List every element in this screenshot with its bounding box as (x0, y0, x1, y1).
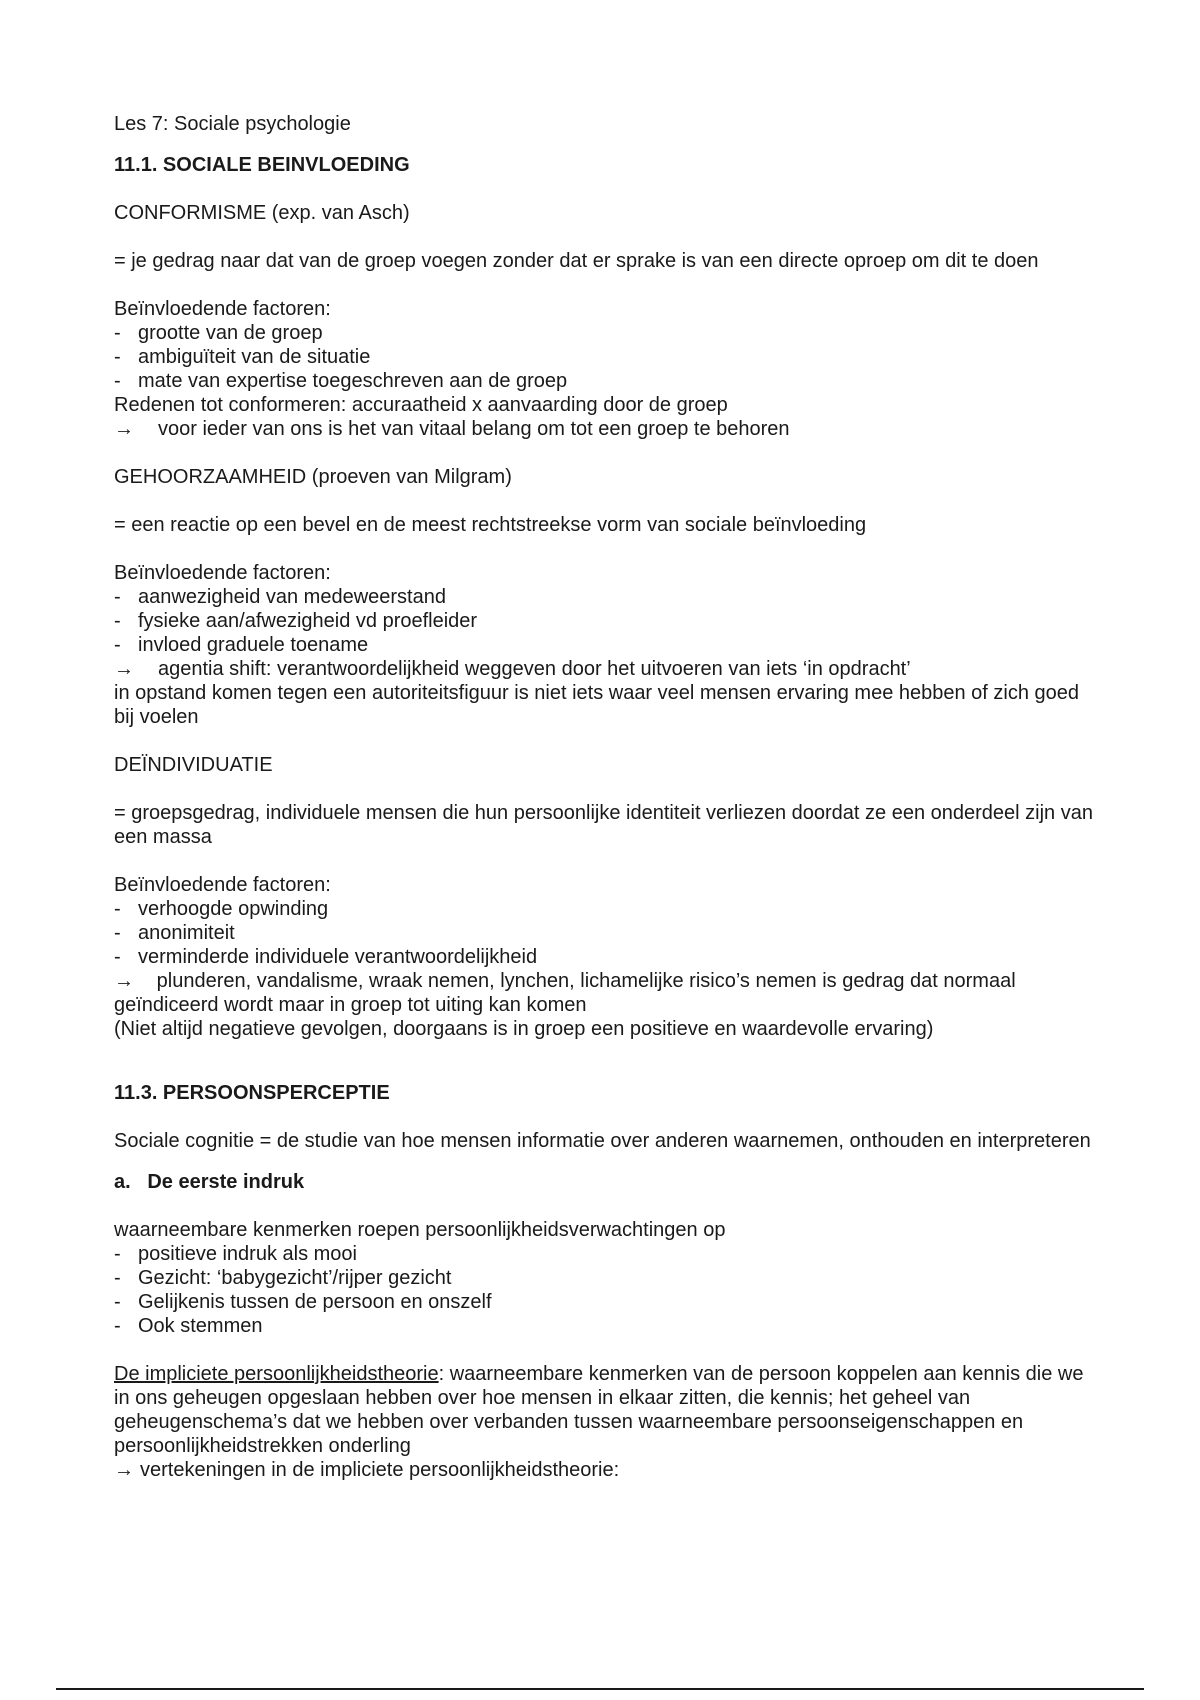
list-item: - aanwezigheid van medeweerstand (114, 586, 446, 608)
deindividuatie-definition: = groepsgedrag, individuele mensen die hun persoonlijke identiteit verliezen doordat ze een onderdeel zijn van een massa (114, 802, 1093, 848)
arrow-right-icon: → (114, 658, 134, 680)
sociale-cognitie-definition: Sociale cognitie = de studie van hoe mensen informatie over anderen waarnemen, onthouden en interpreteren (114, 1130, 1091, 1152)
list-item: - verminderde individuele verantwoordelijkheid (114, 946, 538, 968)
list-item: - mate van expertise toegeschreven aan de groep (114, 370, 568, 392)
section-heading-sociale-beinvloeding: 11.1. SOCIALE BEINVLOEDING (114, 154, 410, 176)
conformisme-conclusion: → voor ieder van ons is het van vitaal belang om tot een groep te behoren (114, 418, 790, 440)
gehoorzaamheid-note: in opstand komen tegen een autoriteitsfiguur is niet iets waar veel mensen ervaring mee hebben of zich goed bij voelen (114, 682, 1080, 728)
arrow-right-icon: → (114, 1459, 134, 1481)
gehoorzaamheid-title: GEHOORZAAMHEID (proeven van Milgram) (114, 466, 512, 488)
conformisme-reasons: Redenen tot conformeren: accuraatheid x aanvaarding door de groep (114, 394, 728, 416)
deindividuatie-factors-label: Beïnvloedende factoren: (114, 874, 331, 896)
page-bottom-rule (56, 1688, 1144, 1690)
document-body (114, 112, 1104, 1482)
list-item: - fysieke aan/afwezigheid vd proefleider (114, 610, 478, 632)
vertekeningen-line: → vertekeningen in de impliciete persoonlijkheidstheorie: (114, 1459, 620, 1481)
document-title: Les 7: Sociale psychologie (114, 113, 351, 135)
arrow-right-icon: → (114, 418, 134, 440)
eerste-indruk-intro: waarneembare kenmerken roepen persoonlijkheidsverwachtingen op (114, 1219, 726, 1241)
section-heading-persoonsperceptie: 11.3. PERSOONSPERCEPTIE (114, 1082, 390, 1104)
deindividuatie-conclusion: → plunderen, vandalisme, wraak nemen, lynchen, lichamelijke risico’s nemen is gedrag dat normaal geïndiceerd wordt maar in groep tot uiting kan komen (114, 970, 1016, 1016)
list-item: - invloed graduele toename (114, 634, 369, 656)
deindividuatie-note: (Niet altijd negatieve gevolgen, doorgaans is in groep een positieve en waardevolle ervaring) (114, 1018, 934, 1040)
list-item: - Gezicht: ‘babygezicht’/rijper gezicht (114, 1267, 452, 1289)
list-item: - Gelijkenis tussen de persoon en onszelf (114, 1291, 492, 1313)
impliciete-theorie-paragraph: De impliciete persoonlijkheidstheorie: waarneembare kenmerken van de persoon koppelen aan kennis die we in ons geheugen opgeslaan hebben over hoe mensen in elkaar zitten, die kennis; het geheel van geheugenschema’s dat we hebben over verbanden tussen waarneembare persoonseigenschappen en persoonlijkheidstrekken onderling (114, 1363, 1084, 1457)
gehoorzaamheid-factors-label: Beïnvloedende factoren: (114, 562, 331, 584)
conformisme-factors-label: Beïnvloedende factoren: (114, 298, 331, 320)
conformisme-title: CONFORMISME (exp. van Asch) (114, 202, 410, 224)
conformisme-definition: = je gedrag naar dat van de groep voegen zonder dat er sprake is van een directe oproep om dit te doen (114, 250, 1039, 272)
subheading-eerste-indruk: a. De eerste indruk (114, 1171, 305, 1193)
arrow-right-icon: → (114, 970, 134, 992)
gehoorzaamheid-conclusion: → agentia shift: verantwoordelijkheid weggeven door het uitvoeren van iets ‘in opdracht’ (114, 658, 911, 680)
list-item: - positieve indruk als mooi (114, 1243, 357, 1265)
list-item: - anonimiteit (114, 922, 235, 944)
list-item: - Ook stemmen (114, 1315, 263, 1337)
impliciete-theorie-term: De impliciete persoonlijkheidstheorie (114, 1363, 439, 1385)
deindividuatie-title: DEÏNDIVIDUATIE (114, 754, 273, 776)
list-item: - grootte van de groep (114, 322, 323, 344)
gehoorzaamheid-definition: = een reactie op een bevel en de meest rechtstreekse vorm van sociale beïnvloeding (114, 514, 867, 536)
list-item: - ambiguïteit van de situatie (114, 346, 371, 368)
list-item: - verhoogde opwinding (114, 898, 329, 920)
